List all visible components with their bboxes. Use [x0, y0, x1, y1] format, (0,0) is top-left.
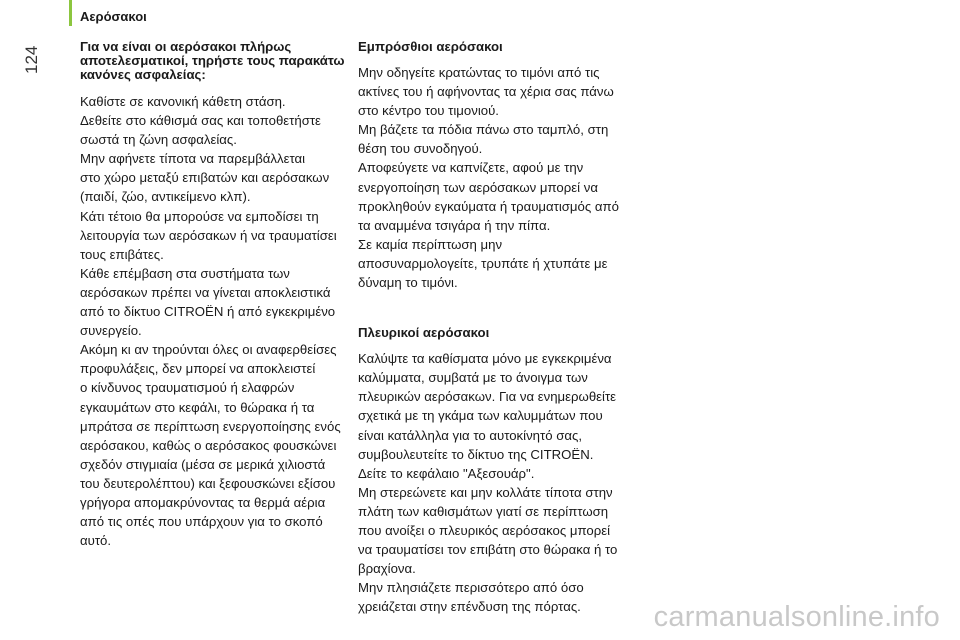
text-line: Καλύψτε τα καθίσματα μόνο με εγκεκριμένα — [358, 351, 612, 367]
section-accent-bar — [69, 0, 72, 26]
front-airbags-heading: Εμπρόσθιοι αερόσακοι — [358, 39, 503, 54]
text-line: Μη στερεώνετε και μην κολλάτε τίποτα στην — [358, 484, 613, 500]
front-airbags-body — [358, 63, 636, 292]
text-line: εγκαυμάτων στο κεφάλι, το θώρακα ή τα — [80, 399, 315, 415]
side-airbags-heading: Πλευρικοί αερόσακοι — [358, 325, 490, 341]
text-line: σωστά τη ζώνη ασφαλείας. — [80, 132, 237, 148]
text-line: συμβουλευτείτε το δίκτυο της CITROËN. — [358, 446, 594, 462]
text-line: ενεργοποίηση των αερόσακων μπορεί να — [358, 179, 598, 195]
text-line: πλευρικών αερόσακων. Για να ενημερωθείτε — [358, 389, 617, 405]
text-line: θέση του συνοδηγού. — [358, 141, 483, 157]
text-line: καλύμματα, συμβατά με το άνοιγμα των — [358, 370, 588, 386]
text-line: σχεδόν στιγμιαία (μέσα σε μερικά χιλιοστά — [80, 456, 326, 472]
right-column — [358, 40, 636, 616]
text-line: μπράτσα σε περίπτωση ενεργοποίησης ενός — [80, 418, 341, 434]
text-line: Μην αφήνετε τίποτα να παρεμβάλλεται — [80, 151, 306, 167]
text-line: που ανοίξει ο πλευρικός αερόσακος μπορεί — [358, 522, 611, 538]
text-line: δύναμη το τιμόνι. — [358, 275, 458, 291]
heading-line: Για να είναι οι αερόσακοι πλήρως — [80, 39, 292, 54]
text-line: σχετικά με τη γκάμα των καλυμμάτων που — [358, 408, 603, 424]
text-line: τους επιβάτες. — [80, 246, 164, 262]
text-line: λειτουργία των αερόσακων ή να τραυματίσει — [80, 227, 337, 243]
text-line: Μην οδηγείτε κρατώντας το τιμόνι από τις — [358, 65, 600, 80]
text-line: αερόσακων πρέπει να γίνεται αποκλειστικά — [80, 284, 331, 300]
text-line: από το δίκτυο CITROËN ή από εγκεκριμένο — [80, 304, 336, 320]
text-line: του δευτερολέπτου) και ξεφουσκώνει εξίσου — [80, 475, 336, 491]
text-line: συνεργείο. — [80, 323, 142, 339]
text-line: Κάθε επέμβαση στα συστήματα των — [80, 265, 290, 281]
text-line: Σε καμία περίπτωση μην — [358, 236, 503, 252]
text-line: είναι κατάλληλα για το αυτοκίνητό σας, — [358, 427, 582, 443]
text-line: ο κίνδυνος τραυματισμού ή ελαφρών — [80, 380, 295, 396]
text-line: πλάτη των καθισμάτων γιατί σε περίπτωση — [358, 503, 609, 519]
text-line: γρήγορα απομακρύνοντας τα θερμά αέρια — [80, 494, 326, 510]
left-column — [80, 40, 350, 550]
heading-line: αποτελεσματικοί, τηρήστε τους παρακάτω — [80, 53, 345, 68]
text-line: αυτό. — [80, 533, 112, 549]
text-line: από τις οπές που υπάρχουν για το σκοπό — [80, 514, 323, 530]
text-line: Μη βάζετε τα πόδια πάνω στο ταμπλό, στη — [358, 122, 609, 138]
section-title: Αερόσακοι — [80, 9, 147, 24]
text-line: (παιδί, ζώο, αντικείμενο κλπ). — [80, 189, 251, 205]
text-line: στο χώρο μεταξύ επιβατών και αερόσακων — [80, 170, 330, 186]
text-line: ακτίνες του ή αφήνοντας τα χέρια σας πάνω — [358, 84, 614, 100]
section-gap — [358, 292, 636, 326]
text-line: Αποφεύγετε να καπνίζετε, αφού με την — [358, 160, 584, 176]
text-line: βραχίονα. — [358, 561, 416, 577]
text-line: να τραυματίσει τον επιβάτη στο θώρακα ή το — [358, 542, 618, 558]
watermark: carmanualsonline.info — [653, 601, 940, 633]
text-line: Ακόμη κι αν τηρούνται όλες οι αναφερθείσες — [80, 342, 337, 358]
heading-line: κανόνες ασφαλείας: — [80, 67, 206, 82]
text-line: Μην πλησιάζετε περισσότερο από όσο — [358, 580, 584, 596]
text-line: στο κέντρο του τιμονιού. — [358, 103, 499, 119]
text-line: προκληθούν εγκαύματα ή τραυματισμός από — [358, 198, 619, 214]
page-number: 124 — [22, 45, 41, 74]
safety-rules-heading — [80, 40, 350, 82]
text-line: Κάτι τέτοιο θα μπορούσε να εμποδίσει τη — [80, 208, 319, 224]
safety-rules-body — [80, 92, 350, 550]
text-line: προφυλάξεις, δεν μπορεί να αποκλειστεί — [80, 361, 316, 377]
side-airbags-body — [358, 349, 636, 616]
text-line: τα αναμμένα τσιγάρα ή την πίπα. — [358, 217, 551, 233]
text-line: αερόσακου, καθώς ο αερόσακος φουσκώνει — [80, 437, 337, 453]
text-line: χρειάζεται στην επένδυση της πόρτας. — [358, 599, 581, 615]
text-line: αποσυναρμολογείτε, τρυπάτε ή χτυπάτε με — [358, 255, 608, 271]
text-line: Δείτε το κεφάλαιο "Αξεσουάρ". — [358, 465, 535, 481]
text-line: Καθίστε σε κανονική κάθετη στάση. — [80, 94, 286, 109]
text-line: Δεθείτε στο κάθισμά σας και τοποθετήστε — [80, 113, 321, 129]
